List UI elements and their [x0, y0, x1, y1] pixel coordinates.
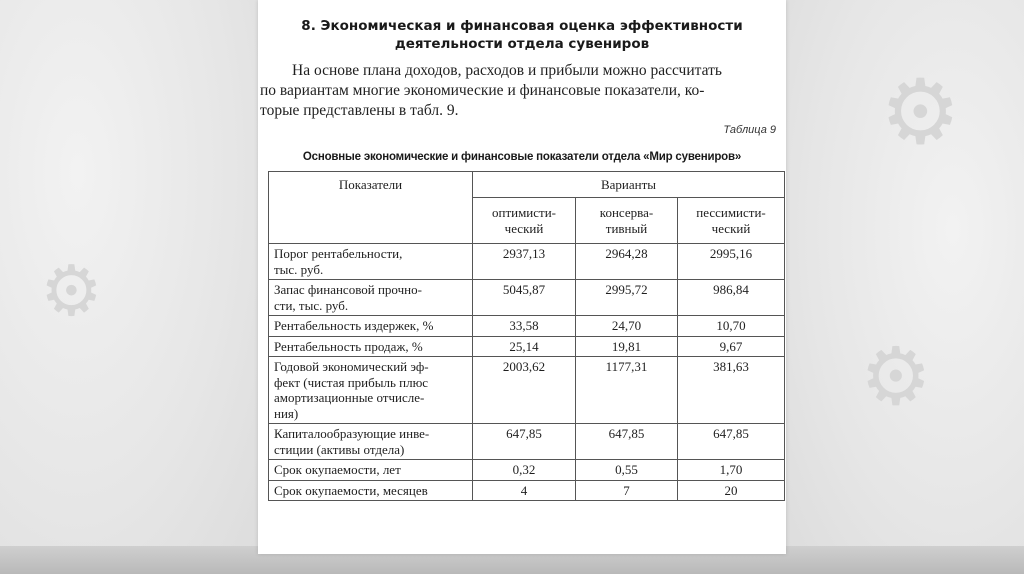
row-label: [269, 480, 473, 501]
paragraph-line: по вариантам многие экономические и финансовые показатели, ко-: [260, 82, 705, 99]
row-label: [269, 336, 473, 357]
section-number: 8.: [301, 18, 316, 34]
table-label: Таблица 9: [723, 124, 776, 136]
label-line: Порог рентабельности,: [274, 246, 403, 261]
header-variant-conservative: [576, 198, 678, 244]
cell-value: 2003,62: [473, 357, 576, 424]
cell-value: 1177,31: [576, 357, 678, 424]
cell-value: 0,55: [576, 460, 678, 481]
decorative-gear-icon: ⚙: [40, 250, 103, 332]
background-left: [0, 0, 258, 574]
cell-value: 1,70: [678, 460, 785, 481]
label-line: амортизационные отчисле-: [274, 390, 425, 405]
table-row: [269, 480, 785, 501]
cell-value: 19,81: [576, 336, 678, 357]
row-label: [269, 424, 473, 460]
header-variants: Варианты: [473, 172, 785, 198]
label-line: фект (чистая прибыль плюс: [274, 374, 429, 390]
table-row: [269, 316, 785, 337]
indicators-table: [268, 171, 785, 501]
decorative-gear-icon: ⚙: [860, 330, 932, 423]
row-label: [269, 357, 473, 424]
header-line: пессимисти-: [696, 205, 766, 220]
header-line: ческий: [504, 220, 544, 236]
section-title-part1: Экономическая и финансовая оценка эффективности: [320, 18, 743, 34]
row-label: [269, 280, 473, 316]
cell-value: 4: [473, 480, 576, 501]
cell-value: 2995,16: [678, 244, 785, 280]
cell-value: 381,63: [678, 357, 785, 424]
label-line: Рентабельность продаж, %: [274, 338, 423, 354]
document-page: [258, 0, 786, 554]
table-row: [269, 460, 785, 481]
header-variant-pessimistic: [678, 198, 785, 244]
cell-value: 647,85: [678, 424, 785, 460]
header-line: ческий: [711, 220, 751, 236]
header-line: тивный: [605, 220, 648, 236]
cell-value: 2937,13: [473, 244, 576, 280]
cell-value: 986,84: [678, 280, 785, 316]
section-heading-line1: [258, 18, 786, 35]
label-line: Срок окупаемости, лет: [274, 462, 401, 477]
table-row: [269, 424, 785, 460]
label-line: Запас финансовой прочно-: [274, 282, 422, 297]
label-line: Капиталообразующие инве-: [274, 426, 430, 441]
decorative-gear-icon: ⚙: [880, 60, 961, 165]
cell-value: 24,70: [576, 316, 678, 337]
header-line: консерва-: [599, 205, 654, 220]
cell-value: 5045,87: [473, 280, 576, 316]
cell-value: 647,85: [473, 424, 576, 460]
section-heading-line2: деятельности отдела сувениров: [394, 36, 650, 52]
paragraph-line: торые представлены в табл. 9.: [260, 102, 459, 119]
cell-value: 7: [576, 480, 678, 501]
table-row: [269, 280, 785, 316]
paragraph-line: На основе плана доходов, расходов и прибыли можно рассчитать: [292, 62, 722, 79]
row-label: [269, 460, 473, 481]
label-line: Годовой экономический эф-: [274, 359, 429, 374]
cell-value: 0,32: [473, 460, 576, 481]
table-row: [269, 336, 785, 357]
label-line: стиции (активы отдела): [274, 441, 405, 457]
header-indicators: Показатели: [269, 172, 473, 244]
header-line: оптимисти-: [491, 205, 557, 220]
label-line: ния): [274, 405, 299, 421]
cell-value: 20: [678, 480, 785, 501]
label-line: Срок окупаемости, месяцев: [274, 482, 428, 498]
cell-value: 2995,72: [576, 280, 678, 316]
cell-value: 33,58: [473, 316, 576, 337]
cell-value: 25,14: [473, 336, 576, 357]
row-label: [269, 244, 473, 280]
cell-value: 10,70: [678, 316, 785, 337]
row-label: [269, 316, 473, 337]
label-line: Рентабельность издержек, %: [274, 318, 434, 333]
cell-value: 9,67: [678, 336, 785, 357]
header-variant-optimistic: [473, 198, 576, 244]
label-line: сти, тыс. руб.: [274, 297, 349, 313]
label-line: тыс. руб.: [274, 261, 324, 277]
table-row: [269, 244, 785, 280]
table-title: Основные экономические и финансовые показатели отдела «Мир сувениров»: [302, 151, 742, 163]
cell-value: 2964,28: [576, 244, 678, 280]
table-row: [269, 357, 785, 424]
cell-value: 647,85: [576, 424, 678, 460]
